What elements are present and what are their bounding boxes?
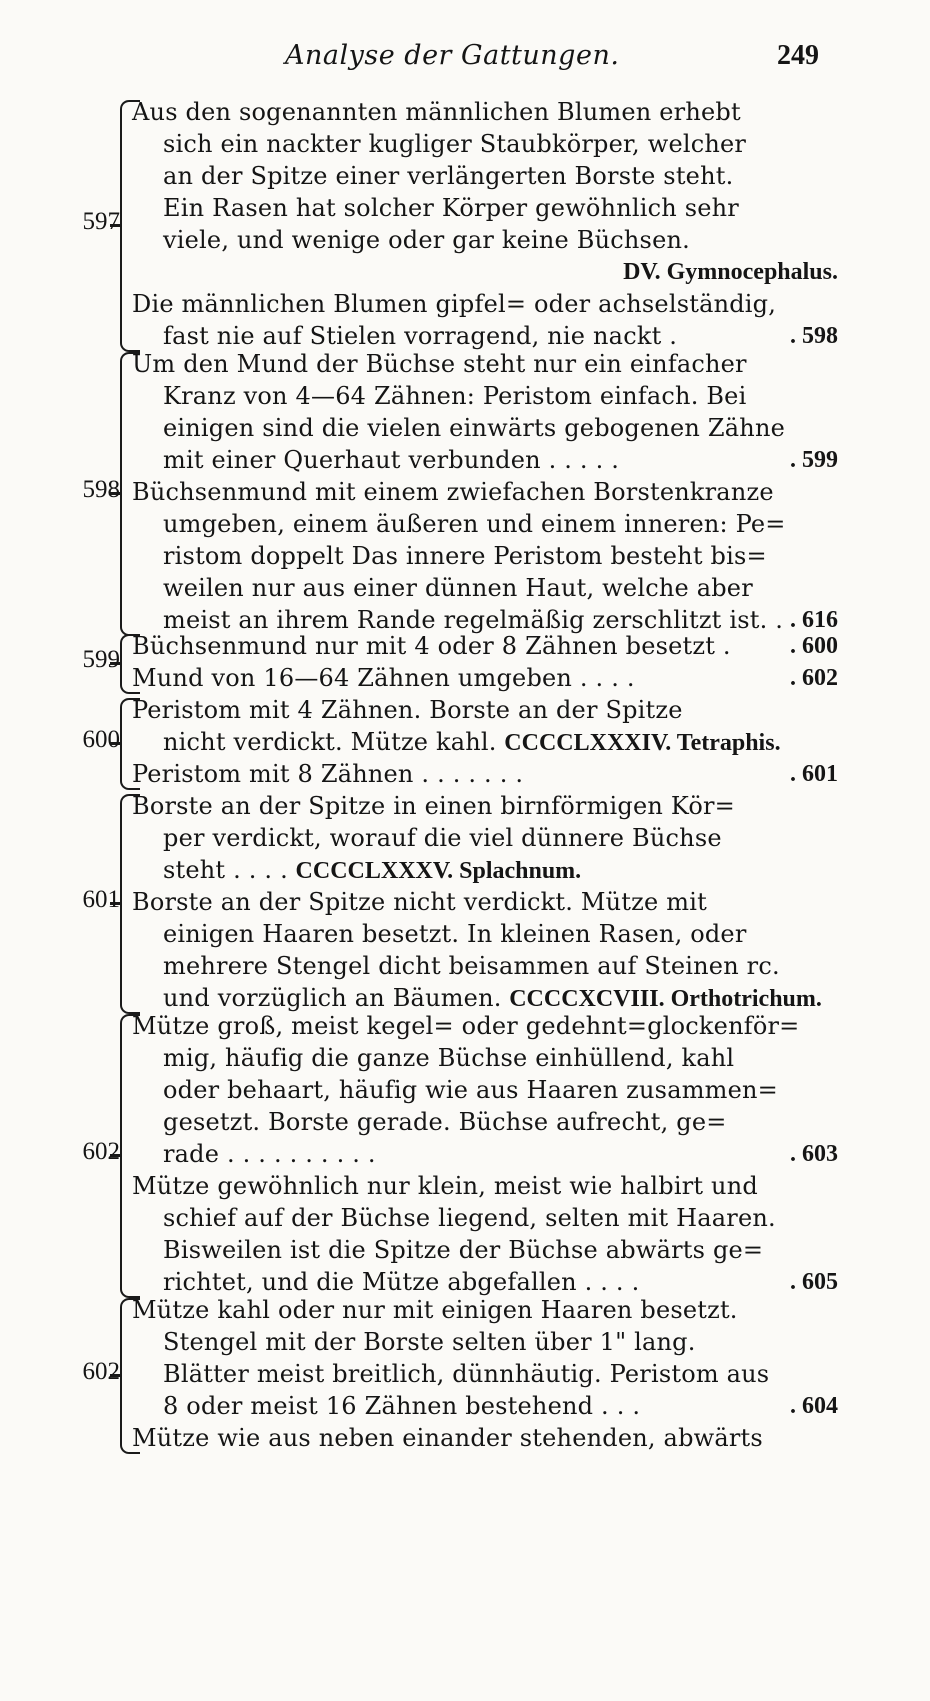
running-title: Analyse der Gattungen. [285,40,620,71]
key-line-text: Stengel mit der Borste selten über 1" lang. [163,1328,696,1356]
key-line-text: Blätter meist breitlich, dünnhäutig. Peristom aus [163,1360,770,1388]
couplet-number: 600 [82,726,120,753]
key-line-text: sich ein nackter kugliger Staubkörper, welcher [163,130,747,158]
key-line [163,508,786,540]
key-line [163,918,747,950]
key-line-text: Mütze wie aus neben einander stehenden, abwärts [132,1424,763,1452]
genus-name: CCCCXCVIII. Orthotrichum. [509,986,822,1012]
genus-name: DV. Gymnocephalus. [623,259,838,285]
key-line [163,1234,763,1266]
key-line [163,1042,734,1074]
key-line-text: umgeben, einem äußeren und einem inneren: Pe= [163,510,786,538]
key-line [132,1170,758,1202]
key-line [163,540,767,572]
key-line-text: rade . . . . . . . . . . [163,1140,376,1168]
couplet-number: 602 [82,1358,120,1385]
key-line [163,160,733,192]
key-line-text: und vorzüglich an Bäumen. [163,984,502,1012]
key-line [163,726,781,758]
key-line [132,1010,799,1042]
key-couplet [0,348,930,636]
key-line [132,886,707,918]
lead-reference[interactable]: . 604 [790,1393,838,1419]
key-line-text: Borste an der Spitze nicht verdickt. Mütze mit [132,888,707,916]
couplet-number: 599 [82,646,120,673]
genus-name: CCCCLXXXV. Splachnum. [295,858,582,884]
key-line-text: Mütze groß, meist kegel= oder gedehnt=glockenför= [132,1012,800,1040]
key-line [132,662,635,694]
key-line-text: mit einer Querhaut verbunden . . . . . [163,446,620,474]
lead-reference[interactable]: . 598 [790,323,838,349]
key-line-text: mig, häufig die ganze Büchse einhüllend, kahl [163,1044,735,1072]
key-line [163,1390,640,1422]
key-line [163,1326,696,1358]
key-line-text: Büchsenmund mit einem zwiefachen Borstenkranze [132,478,774,506]
lead-reference[interactable]: . 605 [790,1269,838,1295]
couplet-number: 598 [82,476,120,503]
couplet-number: 602 [82,1138,120,1165]
lead-reference[interactable]: . 599 [790,447,838,473]
key-line-text: Mund von 16—64 Zähnen umgeben . . . . [132,664,635,692]
key-line [132,476,774,508]
key-line-text: Um den Mund der Büchse steht nur ein einfacher [132,350,747,378]
couplet-number: 597 [82,208,120,235]
key-couplet [0,1010,930,1298]
key-line-text: Peristom mit 8 Zähnen . . . . . . . [132,760,524,788]
key-line-text: viele, und wenige oder gar keine Büchsen. [163,226,690,254]
key-line [163,1074,778,1106]
key-line [163,1358,769,1390]
couplet-number: 601 [82,886,120,913]
lead-reference[interactable]: . 601 [790,761,838,787]
key-line [163,128,746,160]
lead-reference[interactable]: . 602 [790,665,838,691]
key-line-text: Kranz von 4—64 Zähnen: Peristom einfach. Bei [163,382,747,410]
key-line-text: Borste an der Spitze in einen birnförmigen Kör= [132,792,735,820]
key-line [163,950,780,982]
key-line [132,758,523,790]
key-line-text: richtet, und die Mütze abgefallen . . . . [163,1268,640,1296]
key-line [163,1138,376,1170]
page-number: 249 [777,40,819,71]
genus-name: CCCCLXXXIV. Tetraphis. [504,730,781,756]
key-line-text: fast nie auf Stielen vorragend, nie nackt . [163,322,678,350]
lead-reference[interactable]: . 616 [790,607,838,633]
key-line [132,96,741,128]
key-couplet [0,1294,930,1454]
page-header [0,36,930,76]
key-line [163,854,581,886]
key-line [163,822,722,854]
key-line [132,790,735,822]
key-line-text: mehrere Stengel dicht beisammen auf Steinen rc. [163,952,780,980]
key-line [163,1202,776,1234]
key-couplet [0,96,930,352]
key-line [132,1422,763,1454]
key-line [163,444,619,476]
key-couplet [0,694,930,790]
key-line [132,1294,738,1326]
key-line-text: gesetzt. Borste gerade. Büchse aufrecht, ge= [163,1108,727,1136]
key-line-text: Mütze kahl oder nur mit einigen Haaren besetzt. [132,1296,738,1324]
key-line [132,288,776,320]
key-line-text: oder behaart, häufig wie aus Haaren zusammen= [163,1076,778,1104]
lead-reference[interactable]: . 603 [790,1141,838,1167]
key-line-text: Ein Rasen hat solcher Körper gewöhnlich sehr [163,194,739,222]
key-line-text: Mütze gewöhnlich nur klein, meist wie halbirt und [132,1172,758,1200]
key-line-text: steht . . . . [163,856,288,884]
key-line [163,572,753,604]
key-line-text: meist an ihrem Rande regelmäßig zerschlitzt ist. . [163,606,784,634]
key-line-text: Bisweilen ist die Spitze der Büchse abwärts ge= [163,1236,764,1264]
key-line-text: 8 oder meist 16 Zähnen bestehend . . . [163,1392,641,1420]
key-couplet [0,790,930,1014]
key-line-text: einigen sind die vielen einwärts gebogenen Zähne [163,414,786,442]
key-line [163,412,785,444]
key-line [163,224,690,256]
key-line [132,630,731,662]
key-line [163,192,739,224]
key-couplet [0,630,930,694]
key-line-text: Die männlichen Blumen gipfel= oder achselständig, [132,290,777,318]
key-line-text: Büchsenmund nur mit 4 oder 8 Zähnen besetzt . [132,632,731,660]
key-line-text: einigen Haaren besetzt. In kleinen Rasen, oder [163,920,747,948]
key-line-text: schief auf der Büchse liegend, selten mit Haaren. [163,1204,776,1232]
key-line-text: weilen nur aus einer dünnen Haut, welche aber [163,574,753,602]
couplet-brace [120,1014,140,1298]
key-line-text: Aus den sogenannten männlichen Blumen erhebt [132,98,741,126]
key-line [163,1106,727,1138]
key-line-text: Peristom mit 4 Zähnen. Borste an der Spitze [132,696,683,724]
lead-reference[interactable]: . 600 [790,633,838,659]
key-line [132,694,683,726]
key-line [163,380,746,412]
key-line-text: an der Spitze einer verlängerten Borste steht. [163,162,734,190]
key-line [132,348,747,380]
key-line-text: per verdickt, worauf die viel dünnere Büchse [163,824,722,852]
key-line-text: nicht verdickt. Mütze kahl. [163,728,497,756]
key-line-text: ristom doppelt Das innere Peristom besteht bis= [163,542,767,570]
